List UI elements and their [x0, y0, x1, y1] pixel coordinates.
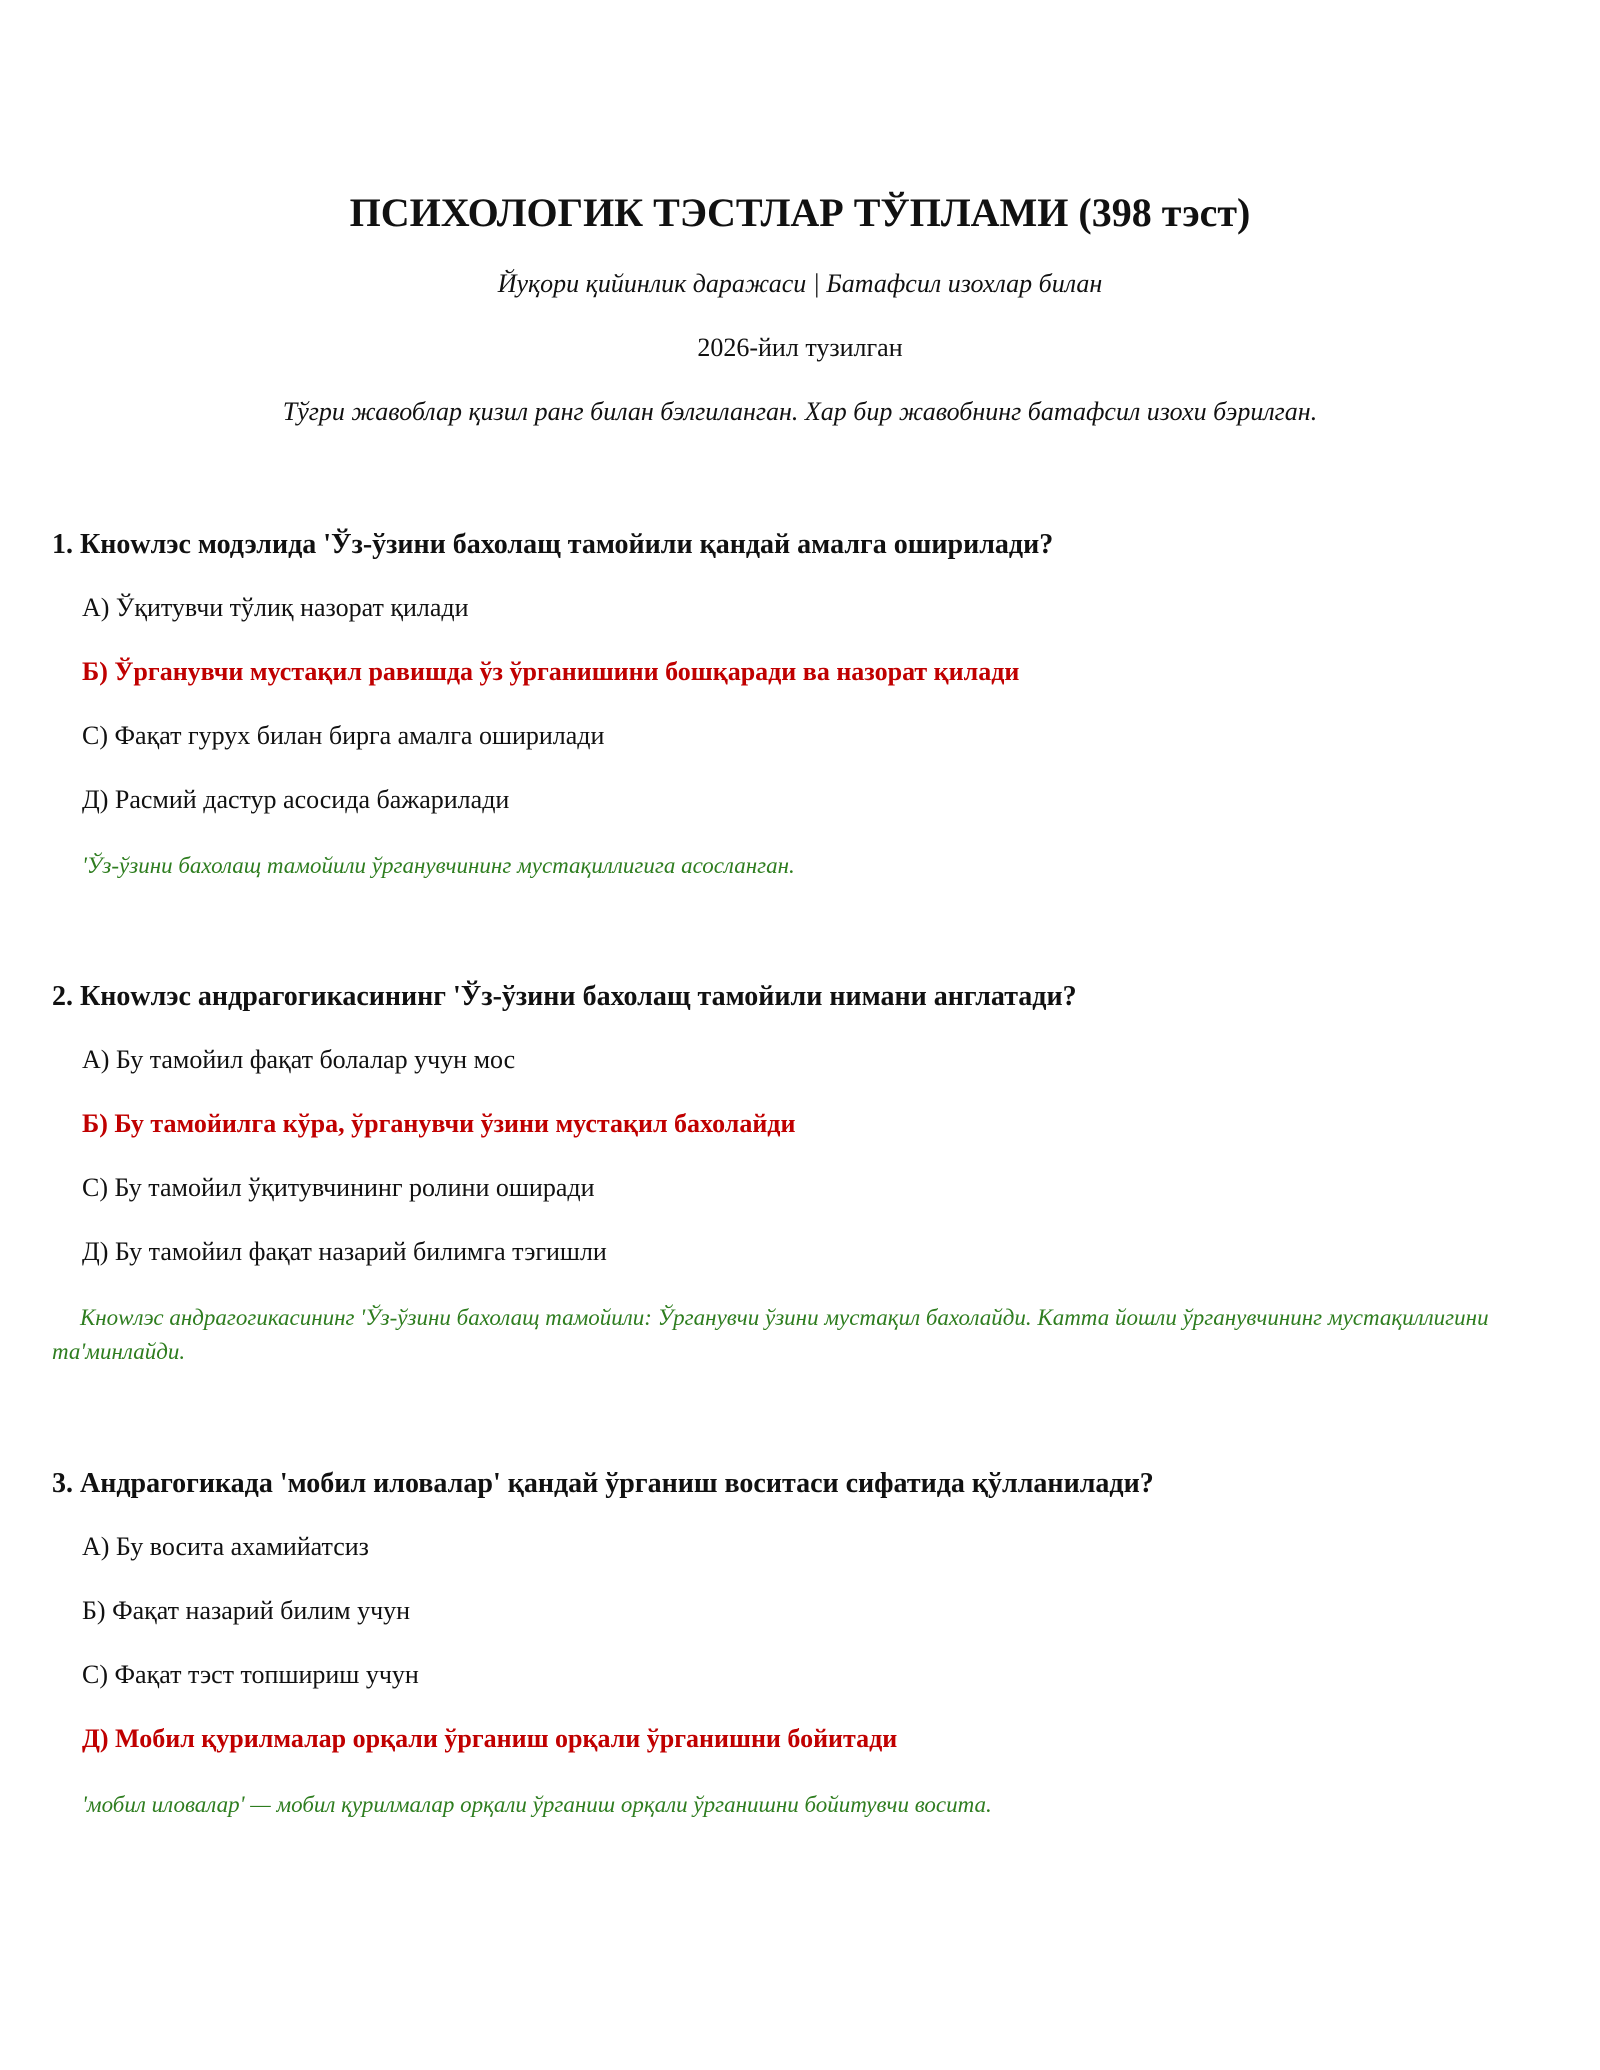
- document-note: Тўгри жавоблар қизил ранг билан бэлгиланган. Хар бир жавобнинг батафсил изохи бэрилган.: [282, 397, 1318, 426]
- question-text: 1. Кноwлэс модэлида 'Ўз-ўзини бахолащ тамойили қандай амалга оширилади?: [52, 529, 1054, 560]
- question-explanation: 'Ўз-ўзини бахолащ тамойили ўрганувчининг мустақиллигига асосланган.: [82, 853, 795, 878]
- document-year: 2026-йил тузилган: [697, 333, 903, 362]
- document-title: ПСИХОЛОГИК ТЭСТЛАР ТЎПЛАМИ (398 тэст): [349, 190, 1251, 235]
- option-d-correct[interactable]: Д) Мобил қурилмалар орқали ўрганиш орқали ўрганишни бойитади: [82, 1724, 898, 1753]
- option-c[interactable]: С) Бу тамойил ўқитувчининг ролини оширади: [82, 1173, 595, 1202]
- option-d[interactable]: Д) Бу тамойил фақат назарий билимга тэгишли: [82, 1237, 607, 1266]
- option-b-correct[interactable]: Б) Ўрганувчи мустақил равишда ўз ўрганишини бошқаради ва назорат қилади: [82, 657, 1020, 686]
- question-text: 3. Андрагогикада 'мобил иловалар' қандай ўрганиш воситаси сифатида қўлланилади?: [52, 1468, 1154, 1499]
- option-a[interactable]: А) Ўқитувчи тўлиқ назорат қилади: [82, 593, 469, 622]
- option-c[interactable]: С) Фақат тэст топшириш учун: [82, 1660, 419, 1689]
- option-c[interactable]: С) Фақат гурух билан бирга амалга оширилади: [82, 721, 605, 750]
- question-text: 2. Кноwлэс андрагогикасининг 'Ўз-ўзини бахолащ тамойили нимани англатади?: [52, 981, 1077, 1012]
- option-b[interactable]: Б) Фақат назарий билим учун: [82, 1596, 411, 1625]
- option-d[interactable]: Д) Расмий дастур асосида бажарилади: [82, 785, 510, 814]
- option-a[interactable]: А) Бу восита ахамийатсиз: [82, 1532, 369, 1561]
- question-explanation: 'мобил иловалар' — мобил қурилмалар орқали ўрганиш орқали ўрганишни бойитувчи восита.: [82, 1792, 992, 1817]
- question-explanation: Кноwлэс андрагогикасининг 'Ўз-ўзини бахолащ тамойили: Ўрганувчи ўзини мустақил бахолайди. Катта йошли ўрганувчининг мустақиллигини та'минлайди.: [52, 1305, 1489, 1364]
- option-a[interactable]: А) Бу тамойил фақат болалар учун мос: [82, 1045, 516, 1074]
- option-b-correct[interactable]: Б) Бу тамойилга кўра, ўрганувчи ўзини мустақил бахолайди: [82, 1109, 796, 1138]
- document-subtitle: Йуқори қийинлик даражаси | Батафсил изохлар билан: [497, 269, 1103, 298]
